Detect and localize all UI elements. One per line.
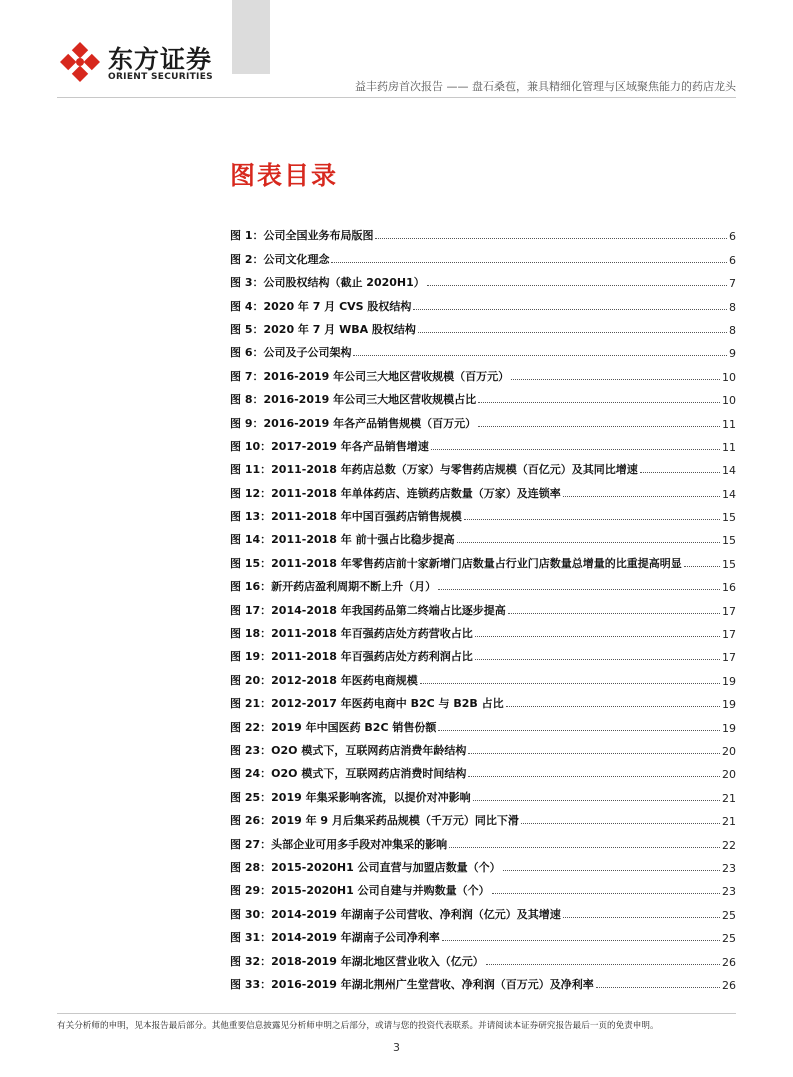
toc-entry-page: 17 <box>722 604 736 618</box>
toc-entry-page: 7 <box>729 277 736 291</box>
toc-entry[interactable] <box>230 805 736 828</box>
toc-entry[interactable] <box>230 922 736 945</box>
toc-entry[interactable] <box>230 407 736 430</box>
toc-entry[interactable] <box>230 524 736 547</box>
toc-leader-dots <box>438 730 720 731</box>
toc-entry[interactable] <box>230 969 736 992</box>
toc-entry-label: 图 30：2014-2019 年湖南子公司营收、净利润（亿元）及其增速 <box>230 907 561 921</box>
toc-entry[interactable] <box>230 664 736 687</box>
toc-entry-label: 图 12：2011-2018 年单体药店、连锁药店数量（万家）及连锁率 <box>230 486 561 500</box>
toc-entry[interactable] <box>230 337 736 360</box>
toc-leader-dots <box>684 566 720 567</box>
toc-entry-label: 图 5：2020 年 7 月 WBA 股权结构 <box>230 322 416 336</box>
toc-entry-label: 图 24：O2O 模式下，互联网药店消费时间结构 <box>230 767 467 781</box>
toc-leader-dots <box>427 285 727 286</box>
toc-entry[interactable] <box>230 711 736 734</box>
toc-entry-label: 图 20：2012-2018 年医药电商规模 <box>230 673 418 687</box>
toc-entry[interactable] <box>230 571 736 594</box>
toc-entry[interactable] <box>230 454 736 477</box>
toc-leader-dots <box>596 987 720 988</box>
toc-entry-label: 图 14：2011-2018 年 前十强占比稳步提高 <box>230 533 455 547</box>
toc-entry[interactable] <box>230 431 736 454</box>
toc-entry[interactable] <box>230 547 736 570</box>
toc-entry-page: 15 <box>722 557 736 571</box>
toc-leader-dots <box>492 893 720 894</box>
toc-entry-page: 26 <box>722 978 736 992</box>
report-title: 益丰药房首次报告 —— 盘石桑苞，兼具精细化管理与区域聚焦能力的药店龙头 <box>355 80 736 93</box>
toc-leader-dots <box>563 917 720 918</box>
header-decoration-bar <box>232 0 270 74</box>
toc-leader-dots <box>511 379 720 380</box>
toc-entry-page: 20 <box>722 768 736 782</box>
toc-entry-page: 19 <box>722 674 736 688</box>
toc-leader-dots <box>449 847 720 848</box>
toc-entry-label: 图 22：2019 年中国医药 B2C 销售份额 <box>230 720 437 734</box>
toc-entry[interactable] <box>230 220 736 243</box>
toc-leader-dots <box>418 332 727 333</box>
table-of-figures <box>230 220 736 992</box>
page-number: 3 <box>393 1041 400 1054</box>
toc-leader-dots <box>475 636 720 637</box>
toc-entry-page: 8 <box>729 323 736 337</box>
toc-entry-label: 图 7：2016-2019 年公司三大地区营收规模（百万元） <box>230 369 510 383</box>
logo-english-name: ORIENT SECURITIES <box>108 72 213 82</box>
footer-divider <box>57 1013 736 1014</box>
toc-entry[interactable] <box>230 267 736 290</box>
toc-leader-dots <box>375 238 727 239</box>
toc-entry[interactable] <box>230 828 736 851</box>
toc-leader-dots <box>353 355 727 356</box>
toc-entry-label: 图 32：2018-2019 年湖北地区营业收入（亿元） <box>230 954 484 968</box>
toc-leader-dots <box>420 683 720 684</box>
toc-entry-page: 11 <box>722 417 736 431</box>
toc-leader-dots <box>457 542 720 543</box>
toc-leader-dots <box>413 309 727 310</box>
toc-entry-page: 21 <box>722 815 736 829</box>
toc-entry-label: 图 27：头部企业可用多手段对冲集采的影响 <box>230 837 448 851</box>
toc-entry-label: 图 1：公司全国业务布局版图 <box>230 229 374 243</box>
toc-entry-label: 图 21：2012-2017 年医药电商中 B2C 与 B2B 占比 <box>230 697 504 711</box>
toc-entry-page: 20 <box>722 744 736 758</box>
toc-entry-page: 25 <box>722 932 736 946</box>
toc-leader-dots <box>331 262 727 263</box>
toc-entry-label: 图 9：2016-2019 年各产品销售规模（百万元） <box>230 416 477 430</box>
toc-entry-label: 图 10：2017-2019 年各产品销售增速 <box>230 439 429 453</box>
toc-entry-page: 19 <box>722 698 736 712</box>
toc-entry-page: 23 <box>722 861 736 875</box>
toc-entry-page: 17 <box>722 628 736 642</box>
toc-entry-page: 21 <box>722 791 736 805</box>
toc-entry-label: 图 13：2011-2018 年中国百强药店销售规模 <box>230 510 462 524</box>
toc-entry-label: 图 16：新开药店盈利周期不断上升（月） <box>230 580 437 594</box>
toc-entry-label: 图 18：2011-2018 年百强药店处方药营收占比 <box>230 627 473 641</box>
toc-entry-page: 23 <box>722 885 736 899</box>
toc-entry-label: 图 19：2011-2018 年百强药店处方药利润占比 <box>230 650 473 664</box>
toc-entry-page: 6 <box>729 230 736 244</box>
header-divider <box>57 97 736 98</box>
toc-leader-dots <box>486 964 720 965</box>
toc-entry[interactable] <box>230 360 736 383</box>
toc-entry-label: 图 33：2016-2019 年湖北荆州广生堂营收、净利润（百万元）及净利率 <box>230 977 594 991</box>
toc-entry-label: 图 2：公司文化理念 <box>230 252 330 266</box>
toc-leader-dots <box>464 519 720 520</box>
toc-leader-dots <box>468 776 720 777</box>
toc-entry-page: 10 <box>722 370 736 384</box>
toc-leader-dots <box>503 870 720 871</box>
toc-entry-page: 10 <box>722 394 736 408</box>
toc-entry-page: 15 <box>722 511 736 525</box>
toc-leader-dots <box>431 449 720 450</box>
toc-leader-dots <box>521 823 720 824</box>
logo-chinese-name: 东方证券 <box>108 45 213 74</box>
toc-leader-dots <box>563 496 720 497</box>
toc-leader-dots <box>473 800 720 801</box>
toc-entry-page: 11 <box>722 440 736 454</box>
toc-entry-label: 图 29：2015-2020H1 公司自建与并购数量（个） <box>230 884 490 898</box>
toc-entry-page: 6 <box>729 253 736 267</box>
toc-entry[interactable] <box>230 290 736 313</box>
toc-entry[interactable] <box>230 781 736 804</box>
toc-entry[interactable] <box>230 594 736 617</box>
toc-entry-label: 图 31：2014-2019 年湖南子公司净利率 <box>230 931 440 945</box>
disclaimer-text: 有关分析师的申明，见本报告最后部分。其他重要信息披露见分析师申明之后部分，或请与您的投资代表联系。并请阅读本证券研究报告最后一页的免责申明。 <box>57 1021 659 1031</box>
toc-entry-label: 图 8：2016-2019 年公司三大地区营收规模占比 <box>230 393 477 407</box>
toc-entry-label: 图 28：2015-2020H1 公司直营与加盟店数量（个） <box>230 860 501 874</box>
toc-entry-page: 26 <box>722 955 736 969</box>
toc-entry-page: 22 <box>722 838 736 852</box>
toc-leader-dots <box>468 753 720 754</box>
toc-entry-page: 17 <box>722 651 736 665</box>
toc-entry-label: 图 3：公司股权结构（截止 2020H1） <box>230 276 425 290</box>
toc-entry[interactable] <box>230 477 736 500</box>
toc-entry-page: 9 <box>729 347 736 361</box>
page-title: 图表目录 <box>230 161 339 190</box>
toc-entry-page: 19 <box>722 721 736 735</box>
toc-leader-dots <box>640 472 720 473</box>
toc-entry[interactable] <box>230 384 736 407</box>
toc-entry[interactable] <box>230 852 736 875</box>
toc-entry-label: 图 11：2011-2018 年药店总数（万家）与零售药店规模（百亿元）及其同比增速 <box>230 463 638 477</box>
toc-entry-page: 16 <box>722 581 736 595</box>
toc-entry[interactable] <box>230 314 736 337</box>
toc-leader-dots <box>442 940 720 941</box>
toc-leader-dots <box>475 659 720 660</box>
toc-entry-page: 14 <box>722 464 736 478</box>
logo-mark-icon <box>58 40 102 84</box>
toc-entry-label: 图 4：2020 年 7 月 CVS 股权结构 <box>230 299 412 313</box>
toc-entry-page: 15 <box>722 534 736 548</box>
toc-leader-dots <box>478 402 720 403</box>
company-logo <box>58 40 233 90</box>
toc-entry-page: 14 <box>722 487 736 501</box>
toc-entry[interactable] <box>230 875 736 898</box>
toc-entry[interactable] <box>230 735 736 758</box>
toc-entry[interactable] <box>230 758 736 781</box>
toc-entry-label: 图 26：2019 年 9 月后集采药品规模（千万元）同比下滑 <box>230 814 519 828</box>
toc-leader-dots <box>508 613 720 614</box>
toc-entry[interactable] <box>230 501 736 524</box>
toc-entry[interactable] <box>230 688 736 711</box>
toc-entry-label: 图 6：公司及子公司架构 <box>230 346 352 360</box>
toc-entry[interactable] <box>230 945 736 968</box>
toc-leader-dots <box>506 706 720 707</box>
toc-leader-dots <box>438 589 720 590</box>
toc-entry-page: 25 <box>722 908 736 922</box>
toc-entry-label: 图 17：2014-2018 年我国药品第二终端占比逐步提高 <box>230 603 506 617</box>
toc-entry[interactable] <box>230 898 736 921</box>
toc-entry-label: 图 15：2011-2018 年零售药店前十家新增门店数量占行业门店数量总增量的比重提高明显 <box>230 556 682 570</box>
toc-entry[interactable] <box>230 618 736 641</box>
toc-entry[interactable] <box>230 243 736 266</box>
toc-entry-label: 图 23：O2O 模式下，互联网药店消费年龄结构 <box>230 743 467 757</box>
toc-entry-label: 图 25：2019 年集采影响客流，以提价对冲影响 <box>230 790 471 804</box>
toc-leader-dots <box>478 426 720 427</box>
toc-entry-page: 8 <box>729 300 736 314</box>
toc-entry[interactable] <box>230 641 736 664</box>
